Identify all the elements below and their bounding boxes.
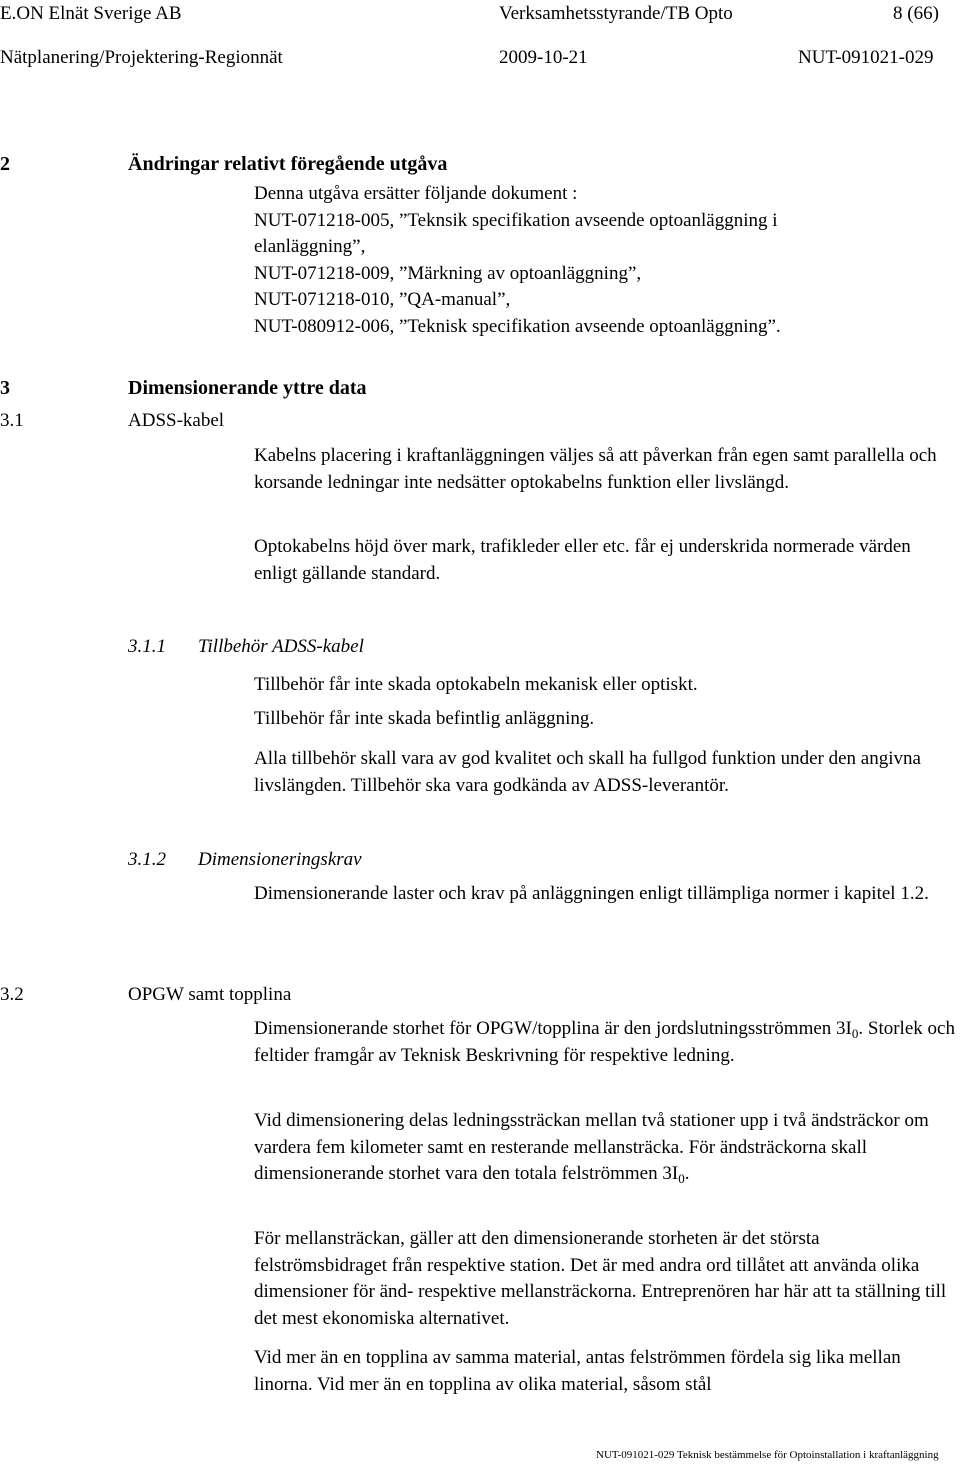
section-3-2-number: 3.2 [0,984,24,1005]
section-2-line: NUT-071218-005, ”Teknsik specifikation avseende optoanläggning i [254,209,778,231]
text-run: Vid dimensionering delas ledningssträckan mellan två stationer upp i två ändsträckor om vardera fem kilometer samt en resterande mellansträcka. För ändsträckorna skall dimensionerande storhet vara den totala felströmmen 3I [254,1110,929,1184]
section-3-title: Dimensionerande yttre data [128,377,367,399]
section-2-line: NUT-071218-010, ”QA-manual”, [254,289,511,310]
section-2-number: 2 [0,153,10,175]
section-3-number: 3 [0,377,10,399]
footer-text: NUT-091021-029 Teknisk bestämmelse för Optoinstallation i kraftanläggning [596,1449,939,1461]
section-3-2-paragraph [254,1016,956,1069]
section-3-2-paragraph: För mellansträckan, gäller att den dimensionerande storheten är det största felströmsbidraget från respektive station. Det är med andra ord tillåtet att använda olika dimensioner för änd- respektive mellansträckorna. Entreprenören har här att ta ställning till det mest ekonomiska alternativet. [254,1228,947,1329]
section-3-1-paragraph: Optokabelns höjd över mark, trafikleder eller etc. får ej underskrida normerade värden enligt gällande standard. [254,536,911,584]
section-3-1-title: ADSS-kabel [128,410,225,431]
section-2-line: elanläggning”, [254,236,366,257]
header-date: 2009-10-21 [499,47,588,68]
section-2-body [254,181,781,340]
section-3-1-2-title: Dimensioneringskrav [198,849,362,870]
section-3-1-1-title: Tillbehör ADSS-kabel [198,636,364,657]
header-unit: Nätplanering/Projektering-Regionnät [0,47,283,68]
header-company: E.ON Elnät Sverige AB [0,3,182,24]
section-3-2-paragraph: Vid mer än en topplina av samma material, antas felströmmen fördela sig lika mellan linorna. Vid mer än en topplina av olika material, såsom stål [254,1347,901,1395]
section-3-1-number: 3.1 [0,410,24,431]
section-3-2-title: OPGW samt topplina [128,984,292,1005]
header-page-number: 8 (66) [893,3,939,24]
text-run: Dimensionerande storhet för OPGW/topplina är den jordslutningsströmmen 3I [254,1018,852,1039]
section-3-1-2-paragraph: Dimensionerande laster och krav på anläggningen enligt tillämpliga normer i kapitel 1.2. [254,883,929,904]
text-run: . Storlek och feltider framgår av Teknisk Beskrivning för respektive ledning. [254,1018,955,1066]
header-doc-id: NUT-091021-029 [798,47,934,68]
section-3-1-2-number: 3.1.2 [128,849,166,870]
text-run: . [684,1163,690,1184]
section-2-line: NUT-080912-006, ”Teknisk specifikation avseende optoanläggning”. [254,315,781,337]
section-3-1-1-number: 3.1.1 [128,636,166,657]
section-3-1-1-paragraph: Alla tillbehör skall vara av god kvalitet och skall ha fullgod funktion under den angivna livslängden. Tillbehör ska vara godkända av ADSS-leverantör. [254,748,921,796]
section-2-line: Denna utgåva ersätter följande dokument : [254,183,578,204]
header-department: Verksamhetsstyrande/TB Opto [499,3,733,24]
section-2-title: Ändringar relativt föregående utgåva [128,153,448,175]
section-3-2-paragraph [254,1108,956,1188]
section-3-1-paragraph: Kabelns placering i kraftanläggningen väljes så att påverkan från egen samt parallella och korsande ledningar inte nedsätter optokabelns funktion eller livslängd. [254,445,937,493]
subscript: 0 [678,1171,685,1186]
section-3-1-1-paragraph: Tillbehör får inte skada befintlig anläggning. [254,708,595,729]
subscript: 0 [851,1026,859,1041]
section-2-line: NUT-071218-009, ”Märkning av optoanläggning”, [254,262,642,284]
section-3-1-1-paragraph: Tillbehör får inte skada optokabeln mekanisk eller optiskt. [254,674,698,695]
